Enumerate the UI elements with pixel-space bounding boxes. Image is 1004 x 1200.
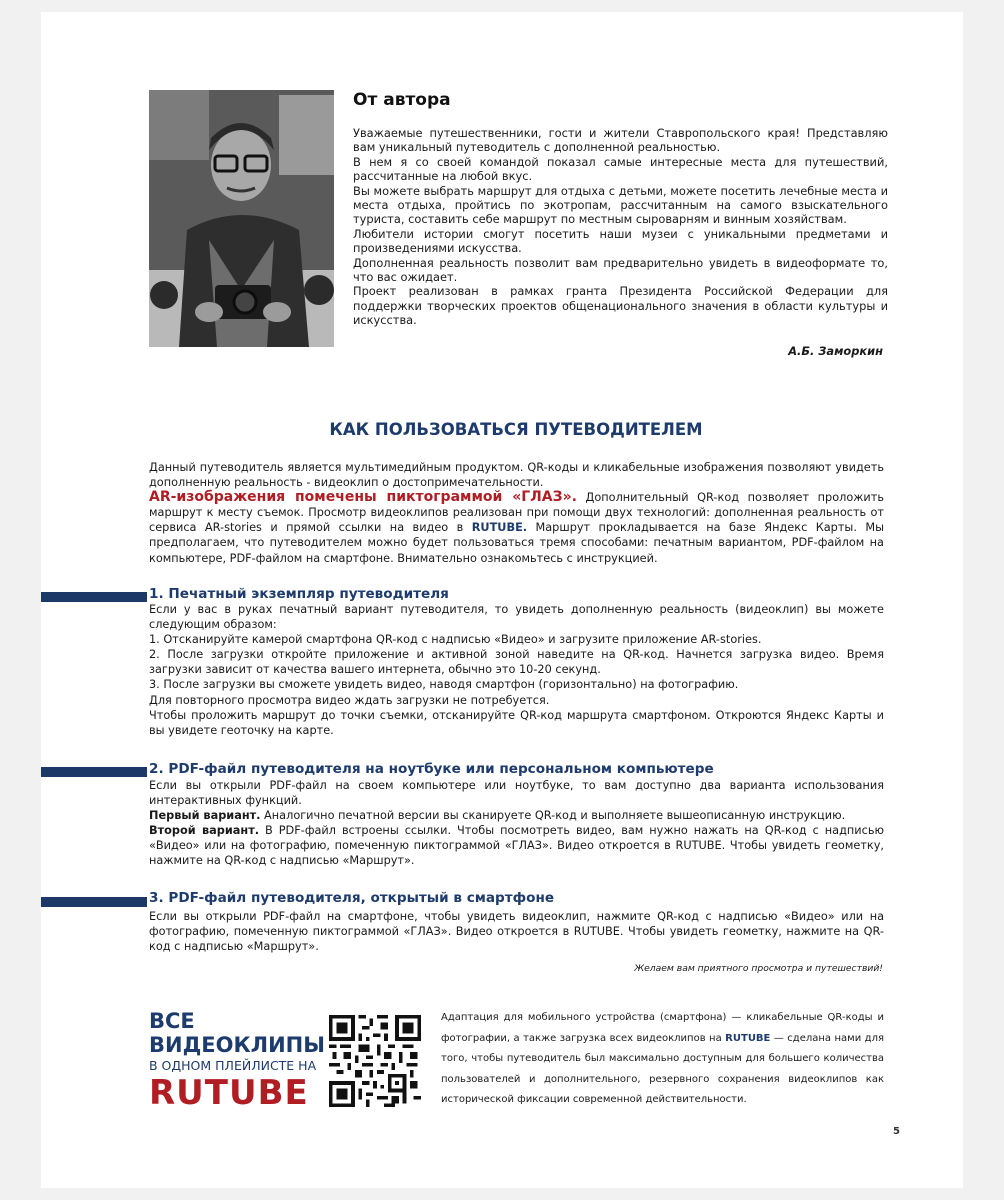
section-1-line: 1. Отсканируйте камерой смартфона QR-код с надписью «Видео» и загрузите приложение AR-stories. bbox=[149, 633, 762, 647]
howto-intro bbox=[149, 460, 884, 566]
rutube-promo bbox=[149, 1009, 325, 1113]
author-paragraph: Любители истории смогут посетить наши музеи с уникальными предметами и произведениями искусства. bbox=[353, 226, 888, 256]
promo-text-a: Адаптация для мобильного устройства (смартфона) — кликабельные QR-коды и фотографии, а также загрузка всех видеоклипов на bbox=[441, 1012, 884, 1044]
author-paragraph: Уважаемые путешественники, гости и жители Ставропольского края! Представляю вам уникальный путеводитель с дополненной реальностью. bbox=[353, 126, 888, 155]
section-1-line: Для повторного просмотра видео ждать загрузки не потребуется. bbox=[149, 693, 550, 707]
section-1-line: Чтобы проложить маршрут до точки съемки, отсканируйте QR-код маршрута смартфоном. Откроются Яндекс Карты и вы увидете геоточку на карте. bbox=[149, 708, 884, 737]
ar-marker-text: AR-изображения помечены пиктограммой «ГЛАЗ». bbox=[149, 489, 577, 506]
promo-line-1: ВСЕ bbox=[149, 1009, 195, 1033]
section-1-line: 3. После загрузки вы сможете увидеть видео, наводя смартфон (горизонтально) на фотографию. bbox=[149, 678, 739, 692]
section-1-line: 2. После загрузки откройте приложение и активной зоной наведите на QR-код. Начнется загрузка видео. Время загрузки зависит от качества вашего интернета, обычно это 10-20 секунд. bbox=[149, 648, 884, 677]
section-2-bar bbox=[41, 767, 147, 777]
variant-1-text: Аналогично печатной версии вы сканируете QR-код и выполняете вышеописанную инструкцию. bbox=[260, 809, 846, 823]
intro-paragraph-1: Данный путеводитель является мультимедийным продуктом. QR-коды и кликабельные изображения позволяют увидеть дополненную реальность - видеоклип о достопримечательности. bbox=[149, 461, 884, 490]
section-2-variant-2 bbox=[149, 823, 884, 868]
promo-rutube-logo: RUTUBE bbox=[149, 1073, 309, 1113]
author-paragraph: Проект реализован в рамках гранта Президента Российской Федерации для поддержки творческих проектов общенационального значения в области культуры и искусства. bbox=[353, 284, 888, 328]
author-paragraph: В нем я со своей командой показал самые интересные места для путешествий, рассчитанные на любой вкус. bbox=[353, 154, 888, 184]
section-1-title: 1. Печатный экземпляр путеводителя bbox=[149, 586, 449, 602]
section-2-title: 2. PDF-файл путеводителя на ноутбуке или персональном компьютере bbox=[149, 761, 714, 777]
variant-1-label: Первый вариант. bbox=[149, 809, 261, 823]
section-3-bar bbox=[41, 897, 147, 907]
qr-code-icon bbox=[329, 1015, 421, 1107]
section-2-intro: Если вы открыли PDF-файл на своем компьютере или ноутбуке, то вам доступно два варианта использования интерактивных функций. bbox=[149, 779, 884, 808]
section-2-variant-1 bbox=[149, 808, 884, 823]
howto-heading: КАК ПОЛЬЗОВАТЬСЯ ПУТЕВОДИТЕЛЕМ bbox=[329, 420, 703, 439]
rutube-text: RUTUBE. bbox=[471, 521, 528, 535]
document-page bbox=[41, 12, 963, 1188]
author-signature: А.Б. Заморкин bbox=[788, 344, 883, 358]
section-1-body bbox=[149, 602, 884, 738]
intro-text-a: Дополнительный QR-код позволяет проложить маршрут к месту съемок. Просмотр видеоклипов реализован при помощи двух технологий: дополненная реальность от сервиса AR-stories и прямой ссылки на видео в bbox=[149, 491, 884, 535]
section-3-text: Если вы открыли PDF-файл на смартфоне, чтобы увидеть видеоклип, нажмите QR-код с надписью «Видео» или на фотографию, помеченную пиктограммой «ГЛАЗ». Видео откроется в RUTUBE. Чтобы увидеть геометку, нажмите на QR-код с надписью «Маршрут». bbox=[149, 910, 884, 954]
variant-2-text: В PDF-файл встроены ссылки. Чтобы посмотреть видео, вам нужно нажать на QR-код с надписью «Видео» или на фотографию, помеченную пиктограммой «ГЛАЗ». Видео откроется в RUTUBE. Чтобы увидеть геометку, нажмите на QR-код с надписью «Маршрут». bbox=[149, 824, 884, 868]
intro-paragraph-2 bbox=[149, 490, 884, 565]
promo-line-2: ВИДЕОКЛИПЫ bbox=[149, 1033, 325, 1057]
promo-description bbox=[441, 1008, 884, 1111]
closing-wishes: Желаем вам приятного просмотра и путешествий! bbox=[634, 963, 883, 974]
section-2-body bbox=[149, 778, 884, 869]
intro-text-b: Маршрут прокладывается на базе Яндекс Карты. Мы предполагаем, что путеводителем можно будет пользоваться тремя способами: печатным вариантом, PDF-файлом на компьютере, PDF-файлом на смартфоне. Внимательно ознакомьтесь с инструкцией. bbox=[149, 521, 884, 565]
section-1-line: Если у вас в руках печатный вариант путеводителя, то увидеть дополненную реальность (видеоклип) вы можете следующим образом: bbox=[149, 603, 884, 632]
promo-line-3: В ОДНОМ ПЛЕЙЛИСТЕ НА bbox=[149, 1058, 317, 1073]
author-paragraph: Дополненная реальность позволит вам предварительно увидеть в видеоформате то, что вас ожидает. bbox=[353, 255, 888, 285]
author-photo bbox=[149, 90, 334, 347]
section-3-body bbox=[149, 909, 884, 954]
promo-text-rutube: RUTUBE bbox=[725, 1032, 771, 1044]
author-heading: От автора bbox=[353, 90, 451, 110]
variant-2-label: Второй вариант. bbox=[149, 824, 260, 838]
playlist-qr-code[interactable] bbox=[329, 1015, 421, 1107]
section-1-bar bbox=[41, 592, 147, 602]
page-number: 5 bbox=[893, 1126, 900, 1137]
author-text bbox=[353, 126, 888, 328]
section-3-title: 3. PDF-файл путеводителя, открытый в смартфоне bbox=[149, 890, 555, 906]
promo-text-b: — сделана нами для того, чтобы путеводитель был максимально доступным для большего количества пользователей и дополнительного, резервного сохранения видеоклипов как исторической фиксации современной действительности. bbox=[441, 1032, 884, 1105]
author-paragraph: Вы можете выбрать маршрут для отдыха с детьми, можете посетить лечебные места и места отдыха, пройтись по экотропам, рассчитанным на самого взыскательного туриста, составить себе маршрут по местным сыроварням и винным хозяйствам. bbox=[353, 183, 888, 227]
